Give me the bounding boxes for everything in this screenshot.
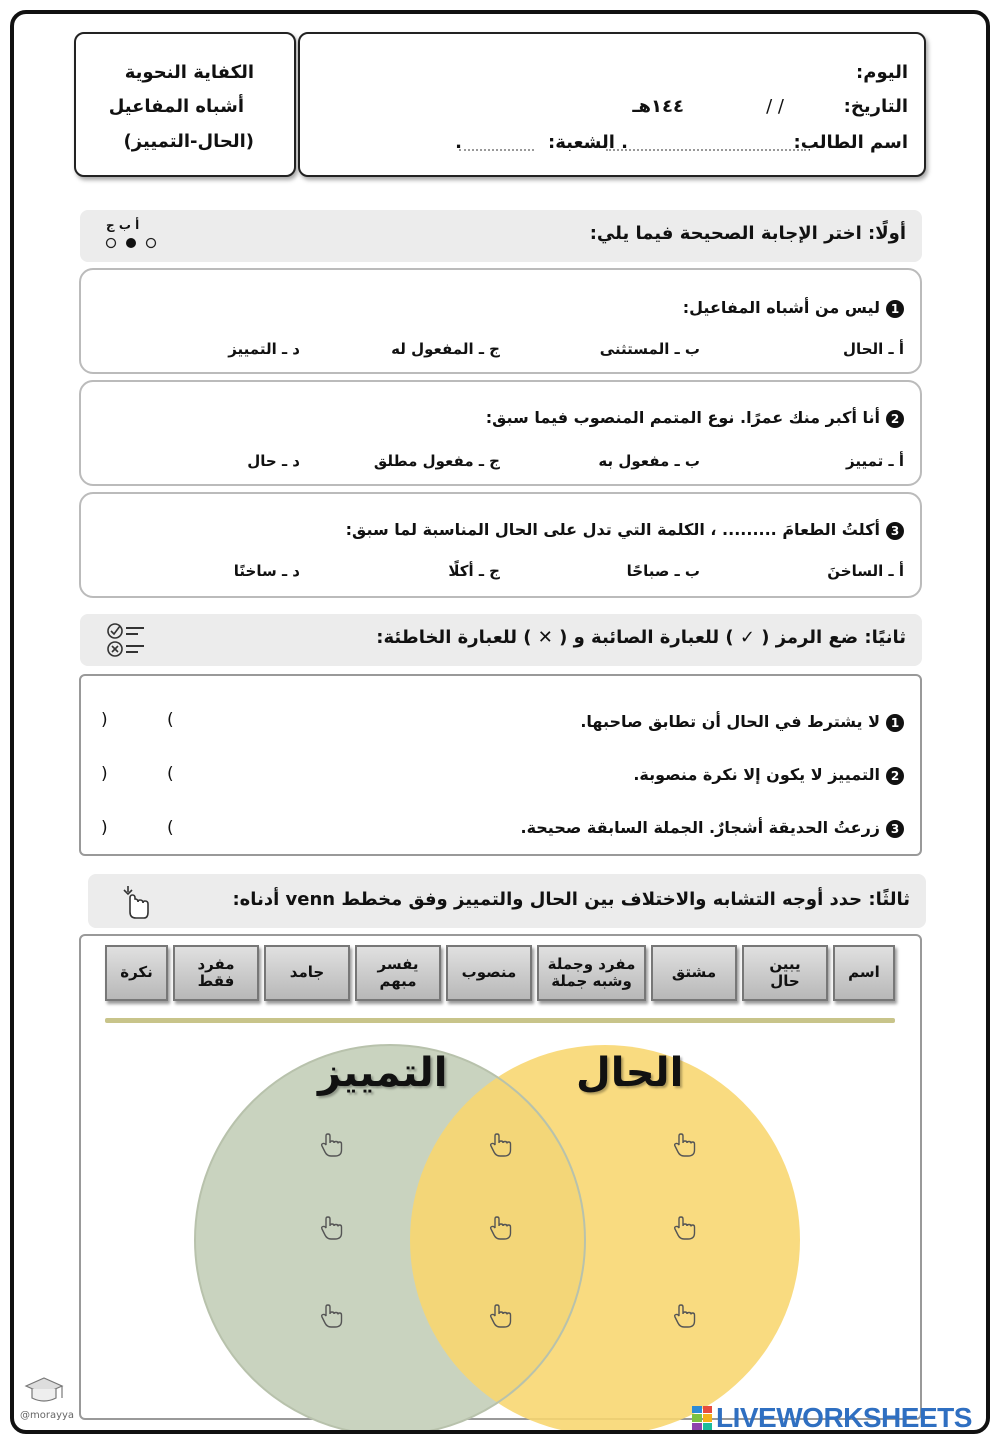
venn-left-title: التمييز xyxy=(318,1050,448,1096)
subject-title: الكفاية النحوية xyxy=(124,62,254,83)
tile-ism[interactable]: اسم xyxy=(833,945,895,1001)
drop-target-right-1[interactable] xyxy=(671,1132,697,1158)
paren-open: ( xyxy=(167,710,174,730)
tile-mushtaq[interactable]: مشتق xyxy=(651,945,737,1001)
question-card-3 xyxy=(79,492,922,598)
tile-jamid[interactable]: جامد xyxy=(264,945,350,1001)
tile-mansub[interactable]: منصوب xyxy=(446,945,532,1001)
drop-target-middle-2[interactable] xyxy=(487,1215,513,1241)
drop-target-middle-3[interactable] xyxy=(487,1303,513,1329)
subject-box xyxy=(74,32,296,177)
option-a[interactable]: أ ـ الساخنَ xyxy=(827,562,904,580)
drop-target-right-2[interactable] xyxy=(671,1215,697,1241)
answer-slot-2[interactable] xyxy=(111,762,163,786)
option-b[interactable]: ب ـ صباحًا xyxy=(626,562,700,580)
student-info-box xyxy=(298,32,926,177)
answer-slot-1[interactable] xyxy=(111,708,163,732)
drop-target-right-3[interactable] xyxy=(671,1303,697,1329)
option-c[interactable]: ج ـ مفعول مطلق xyxy=(373,452,500,470)
drop-target-middle-1[interactable] xyxy=(487,1132,513,1158)
section3-title: ثالثًا: حدد أوجه التشابه والاختلاف بين الحال والتمييز وفق مخطط venn أدناه: xyxy=(232,889,910,910)
choice-circles-icon xyxy=(104,236,160,250)
answer-slot-3[interactable] xyxy=(111,816,163,840)
paren-close: ) xyxy=(101,818,108,838)
paren-open: ( xyxy=(167,764,174,784)
hijri-year: ١٤٤هـ xyxy=(632,96,684,117)
question-card-1 xyxy=(79,268,922,374)
section2-bar xyxy=(80,614,922,666)
drop-target-left-2[interactable] xyxy=(318,1215,344,1241)
paren-close: ) xyxy=(101,764,108,784)
question-text: 2أنا أكبر منك عمرًا. نوع المتمم المنصوب فيما سبق: xyxy=(486,408,904,428)
brand-name[interactable]: LIVEWORKSHEETS xyxy=(716,1402,972,1433)
statement-1: 1لا يشترط في الحال أن تطابق صاحبها. xyxy=(580,712,904,732)
drop-target-left-3[interactable] xyxy=(318,1303,344,1329)
true-false-card xyxy=(79,674,922,856)
section-label: . الشعبة: xyxy=(548,132,628,153)
option-b[interactable]: ب ـ مفعول به xyxy=(598,452,700,470)
section-field[interactable] xyxy=(459,149,534,151)
paren-close: ) xyxy=(101,710,108,730)
choice-legend: أ ب ج xyxy=(106,218,140,232)
option-d[interactable]: د ـ التمييز xyxy=(228,340,300,358)
paren-open: ( xyxy=(167,818,174,838)
pointing-hand-icon xyxy=(116,882,152,922)
option-a[interactable]: أ ـ تمييز xyxy=(846,452,904,470)
venn-circle-hal xyxy=(410,1045,800,1430)
student-name-field[interactable] xyxy=(606,149,806,151)
subtopic-title: (الحال-التمييز) xyxy=(123,131,254,152)
graduation-cap-icon xyxy=(22,1372,66,1408)
student-name-label: اسم الطالب: xyxy=(793,132,908,153)
section2-title: ثانيًا: ضع الرمز ( ✓ ) للعبارة الصائبة و ( ✕ ) للعبارة الخاطئة: xyxy=(376,627,906,648)
section3-bar xyxy=(88,874,926,928)
tile-yubayyin-hal[interactable]: يبين حال xyxy=(742,945,828,1001)
statement-3: 3زرعتُ الحديقة أشجارٌ. الجملة السابقة صحيحة. xyxy=(520,818,904,838)
divider-line xyxy=(105,1018,895,1023)
tile-mufrad-jumla[interactable]: مفرد وجملة وشبه جملة xyxy=(537,945,646,1001)
section1-bar xyxy=(80,210,922,262)
day-label: اليوم: xyxy=(856,62,908,83)
brand-logo-icon xyxy=(692,1406,712,1430)
option-c[interactable]: ج ـ المفعول له xyxy=(391,340,500,358)
venn-right-title: الحال xyxy=(576,1050,684,1096)
credit-text: @morayya xyxy=(20,1410,75,1421)
option-c[interactable]: ج ـ أكلًا xyxy=(448,562,500,580)
date-label: التاريخ: xyxy=(843,96,908,117)
option-d[interactable]: د ـ ساخنًا xyxy=(233,562,300,580)
option-a[interactable]: أ ـ الحال xyxy=(843,340,904,358)
question-card-2 xyxy=(79,380,922,486)
option-d[interactable]: د ـ حال xyxy=(247,452,300,470)
question-number: 2 xyxy=(886,410,904,428)
tile-yufassir-mubham[interactable]: يفسر مبهم xyxy=(355,945,441,1001)
section1-title: أولًا: اختر الإجابة الصحيحة فيما يلي: xyxy=(589,223,906,244)
question-text: 1ليس من أشباه المفاعيل: xyxy=(683,298,904,318)
checklist-icon xyxy=(106,620,148,660)
question-number: 1 xyxy=(886,300,904,318)
end-dot: . xyxy=(455,132,462,153)
statement-2: 2التمييز لا يكون إلا نكرة منصوبة. xyxy=(633,765,904,785)
drop-target-left-1[interactable] xyxy=(318,1132,344,1158)
tile-nakira[interactable]: نكرة xyxy=(105,945,168,1001)
topic-title: أشباه المفاعيل xyxy=(108,96,244,117)
question-number: 3 xyxy=(886,522,904,540)
question-text: 3أكلتُ الطعامَ ......... ، الكلمة التي تدل على الحال المناسبة لما سبق: xyxy=(346,520,904,540)
tile-mufrad-faqat[interactable]: مفرد فقط xyxy=(173,945,259,1001)
option-b[interactable]: ب ـ المستثنى xyxy=(599,340,700,358)
date-slashes: / / xyxy=(766,96,784,117)
